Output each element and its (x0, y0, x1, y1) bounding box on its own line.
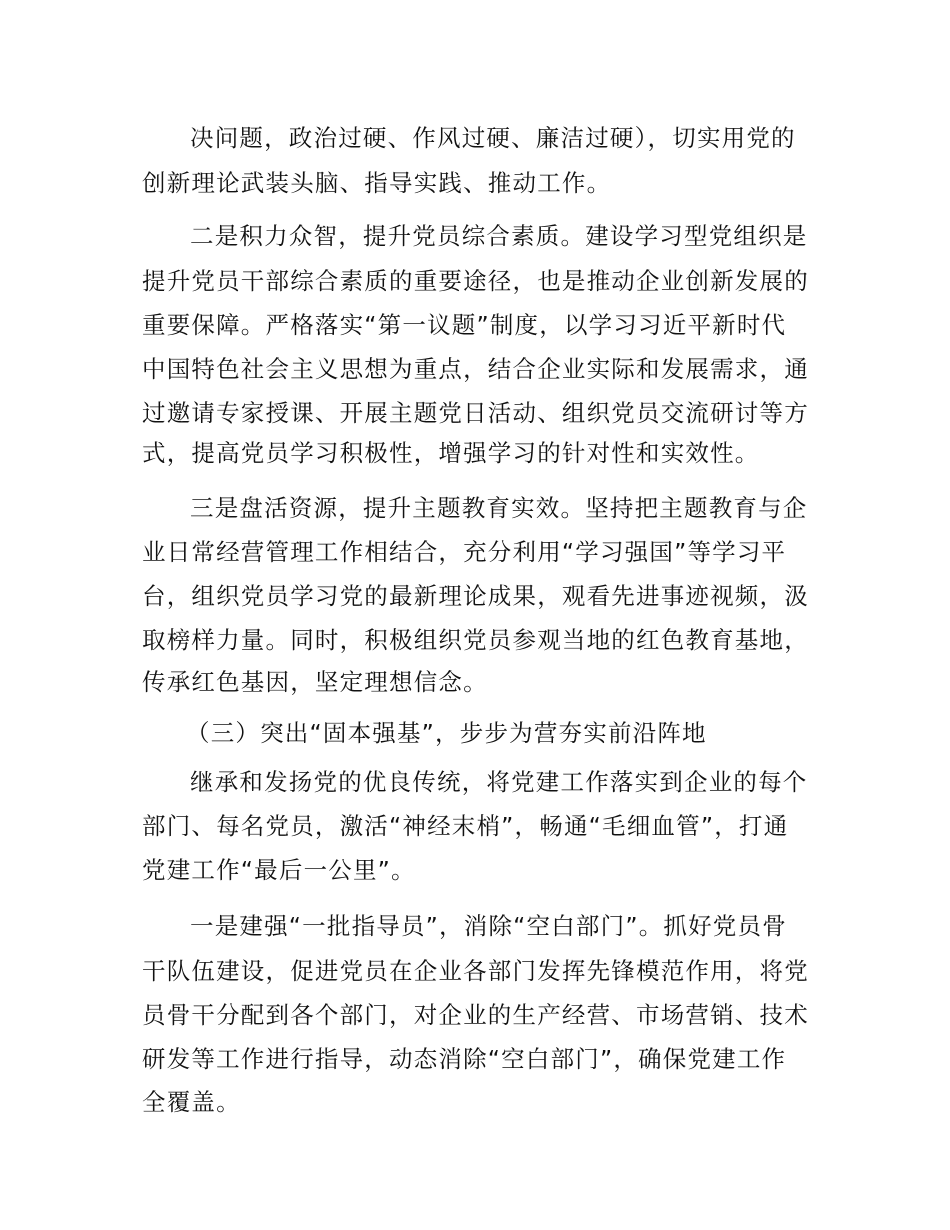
section-heading: （三）突出“固本强基”，步步为营夯实前沿阵地 (186, 719, 707, 747)
paragraph-2-line-4: 中国特色社会主义思想为重点，结合企业实际和发展需求，通 (142, 355, 809, 383)
paragraph-5-line-3: 员骨干分配到各个部门，对企业的生产经营、市场营销、技术 (142, 1001, 809, 1029)
paragraph-2-line-1: 二是积力众智，提升党员综合素质。建设学习型党组织是 (190, 222, 808, 250)
paragraph-3-line-1: 三是盘活资源，提升主题教育实效。坚持把主题教育与企 (190, 494, 808, 522)
paragraph-5-line-2: 干队伍建设，促进党员在企业各部门发挥先锋模范作用，将党 (142, 957, 809, 985)
paragraph-1-line-2: 创新理论武装头脑、指导实践、推动工作。 (142, 169, 612, 197)
paragraph-2-line-5: 过邀请专家授课、开展主题党日活动、组织党员交流研讨等方 (142, 399, 809, 427)
paragraph-3-line-4: 取榜样力量。同时，积极组织党员参观当地的红色教育基地， (142, 626, 809, 654)
paragraph-2-line-2: 提升党员干部综合素质的重要途径，也是推动企业创新发展的 (142, 267, 809, 295)
paragraph-4-line-3: 党建工作“最后一公里”。 (142, 856, 416, 884)
paragraph-5-line-5: 全覆盖。 (142, 1088, 241, 1116)
paragraph-3-line-2: 业日常经营管理工作相结合，充分利用“学习强国”等学习平 (142, 538, 787, 566)
paragraph-5-line-1: 一是建强“一批指导员”，消除“空白部门”。抓好党员骨 (190, 912, 787, 940)
paragraph-2-line-3: 重要保障。严格落实“第一议题”制度，以学习习近平新时代 (142, 311, 787, 339)
paragraph-4-line-1: 继承和发扬党的优良传统，将党建工作落实到企业的每个 (190, 768, 808, 796)
paragraph-2-line-6: 式，提高党员学习积极性，增强学习的针对性和实效性。 (142, 439, 760, 467)
paragraph-5-line-4: 研发等工作进行指导，动态消除“空白部门”，确保党建工作 (142, 1045, 787, 1073)
paragraph-3-line-3: 台，组织党员学习党的最新理论成果，观看先进事迹视频，汲 (142, 582, 809, 610)
paragraph-3-line-5: 传承红色基因，坚定理想信念。 (142, 668, 488, 696)
paragraph-1-line-1: 决问题，政治过硬、作风过硬、廉洁过硬），切实用党的 (190, 124, 796, 152)
paragraph-4-line-2: 部门、每名党员，激活“神经末梢”，畅通“毛细血管”，打通 (142, 812, 789, 840)
